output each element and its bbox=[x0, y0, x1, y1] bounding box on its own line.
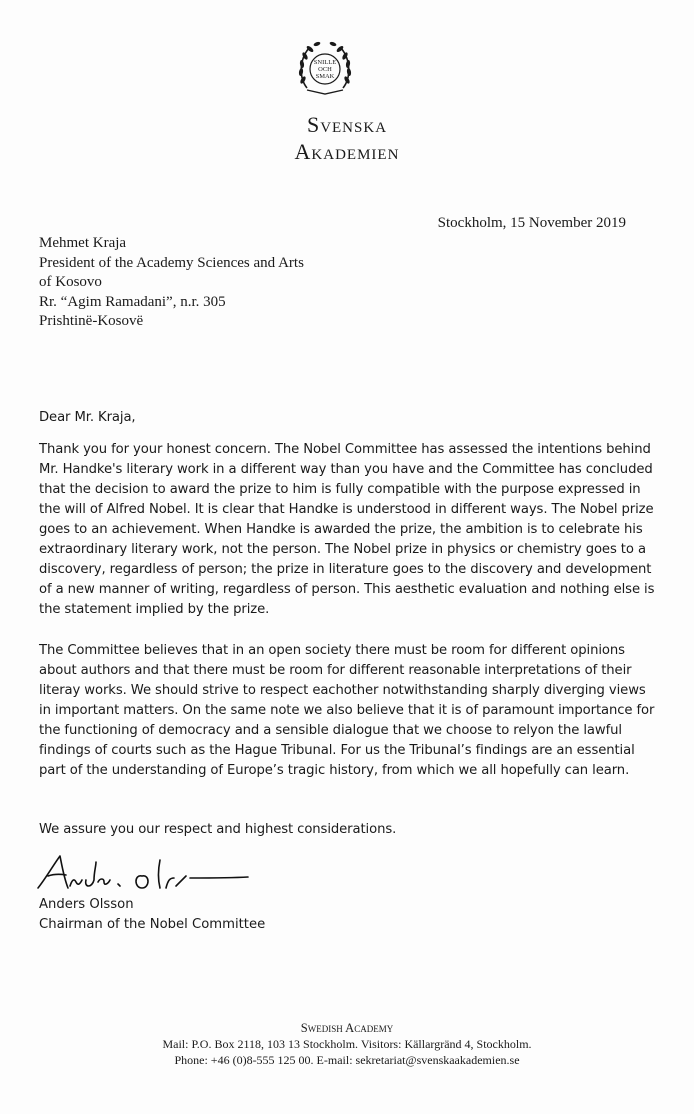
paragraph-2: The Committee believes that in an open society there must be room for different opinions about authors and that there must be room for different reasonable interpretations of their literay works. We should strive to respect eachother notwithstanding sharply diverging views in important matters. On the same note we also believe that it is of paramount importance for the functioning of democracy and a sensible dialogue that we choose to relyon the lawful findings of courts such as the Hague Tribunal. For us the Tribunal’s findings are an essential part of the understanding of Europe’s tragic history, from which we all hopefully can learn. bbox=[39, 643, 655, 778]
recipient-street: Rr. “Agim Ramadani”, n.r. 305 bbox=[39, 293, 226, 310]
recipient-city: Prishtinë-Kosovë bbox=[39, 313, 144, 329]
letter-date: Stockholm, 15 November 2019 bbox=[437, 215, 626, 231]
footer-contact: Phone: +46 (0)8-555 125 00. E-mail: sekretariat@svenskaakademien.se bbox=[174, 1053, 520, 1067]
academy-name-line1: Svenska bbox=[306, 112, 388, 137]
academy-name-line2: Akademien bbox=[294, 139, 400, 164]
svg-text:SMAK: SMAK bbox=[315, 73, 335, 80]
paragraph-1: Thank you for your honest concern. The Nobel Committee has assessed the intentions behind Mr. Handke's literary work in a different way than you have and the Committee has concluded that the decision to award the prize to him is fully compatible with the purpose expressed in the will of Alfred Nobel. It is clear that Handke is understood in different ways. The Nobel prize goes to an achievement. When Handke is awarded the prize, the ambition is to celebrate his extraordinary literary work, not the person. The Nobel prize in physics or chemistry goes to a discovery, regardless of person; the prize in literature goes to the discovery and development of a new manner of writing, regardless of person. This aesthetic evaluation and nothing else is the statement implied by the prize. bbox=[39, 442, 655, 617]
footer-address: Mail: P.O. Box 2118, 103 13 Stockholm. Visitors: Källargränd 4, Stockholm. bbox=[162, 1037, 532, 1051]
footer-org: Swedish Academy bbox=[300, 1021, 394, 1035]
svg-text:OCH: OCH bbox=[318, 66, 332, 73]
recipient-name: Mehmet Kraja bbox=[39, 235, 127, 251]
closing-line: We assure you our respect and highest considerations. bbox=[39, 822, 397, 837]
signatory-name: Anders Olsson bbox=[39, 897, 134, 912]
salutation: Dear Mr. Kraja, bbox=[39, 410, 136, 425]
academy-seal-logo bbox=[293, 36, 357, 100]
signatory-title: Chairman of the Nobel Committee bbox=[39, 917, 266, 932]
recipient-title-line1: President of the Academy Sciences and Arts bbox=[39, 254, 304, 271]
handwritten-signature bbox=[34, 852, 254, 896]
recipient-address bbox=[39, 234, 304, 332]
recipient-title-line2: of Kosovo bbox=[39, 274, 102, 290]
svg-text:SNILLE: SNILLE bbox=[313, 59, 337, 66]
